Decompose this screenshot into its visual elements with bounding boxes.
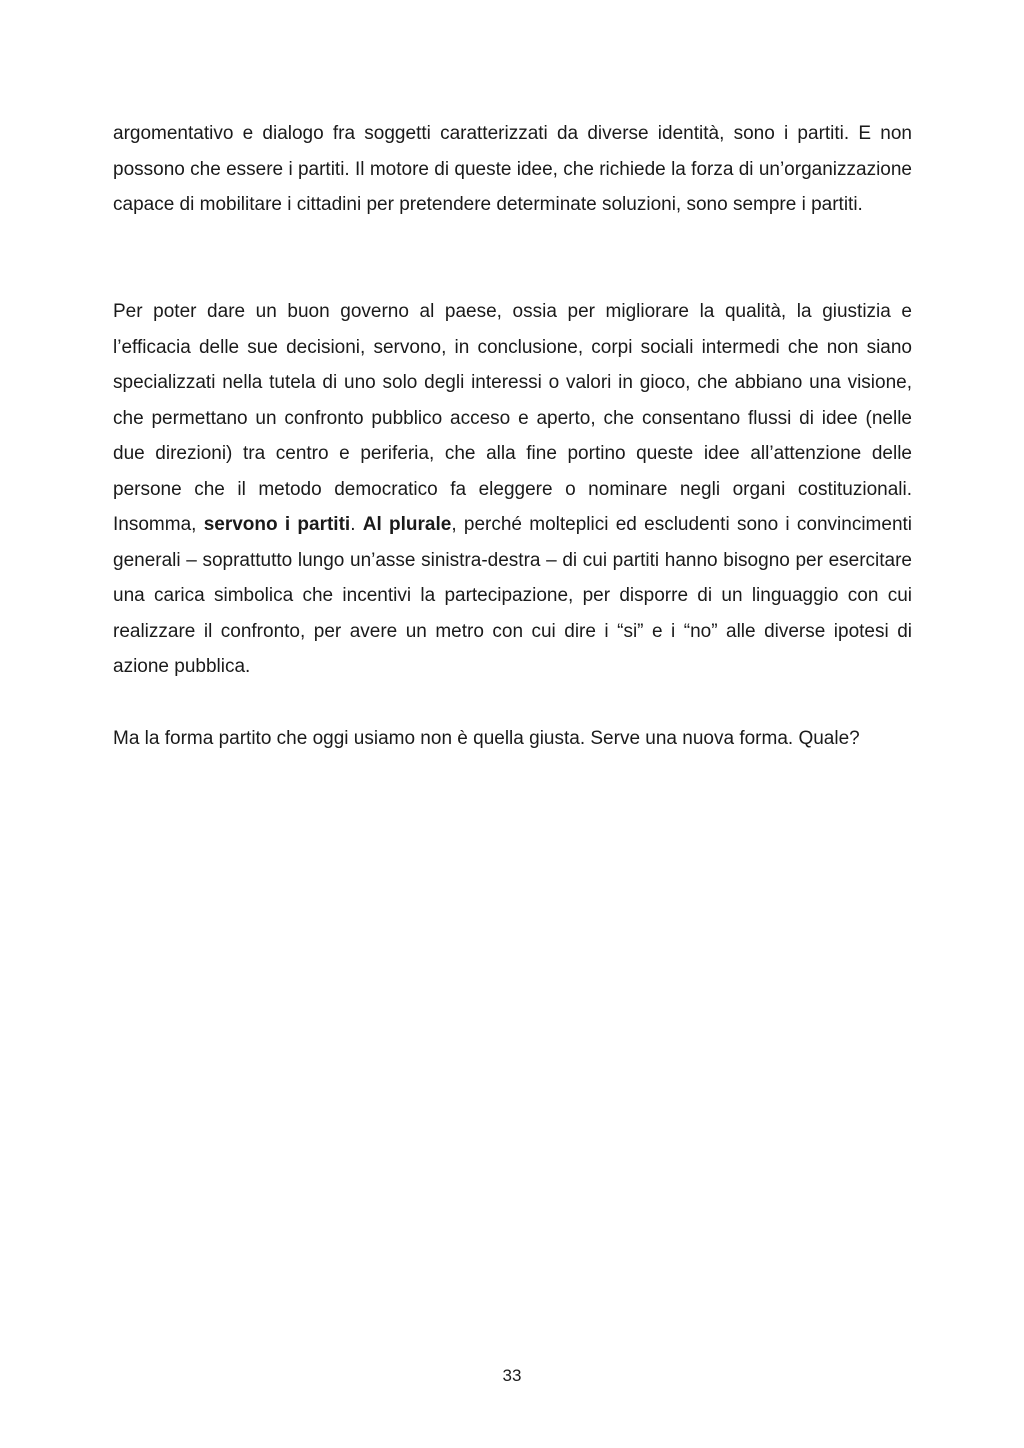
paragraph-3 [113, 721, 912, 757]
paragraph-3-text: Ma la forma partito che oggi usiamo non è quella giusta. Serve una nuova forma. Quale? [113, 728, 860, 749]
paragraph-2 [113, 294, 912, 685]
bold-servono-i-partiti: servono i partiti [203, 514, 351, 535]
bold-al-plurale: Al plurale [362, 514, 452, 535]
paragraph-1 [113, 116, 912, 223]
paragraph-1-text: argomentativo e dialogo fra soggetti caratterizzati da diverse identità, sono i partiti. E non possono che essere i partiti. Il motore di queste idee, che richiede la forza di un’organizzazione capace di mobilitare i cittadini per pretendere determinate soluzioni, sono sempre i partiti. [113, 123, 912, 215]
paragraph-2-text-part1: Per poter dare un buon governo al paese, ossia per migliorare la qualità, la giustizia e l’efficacia delle sue decisioni, servono, in conclusione, corpi sociali intermedi che non siano specializzati nella tutela di uno solo degli interessi o valori in gioco, che abbiano una visione, che permettano un confronto pubblico acceso e aperto, che consentano flussi di idee (nelle due direzioni) tra centro e periferia, che alla fine portino queste idee all’attenzione delle persone che il metodo democratico fa eleggere o nominare negli organi costituzionali. Insomma, [113, 301, 912, 535]
paragraph-2-text [113, 294, 912, 685]
paragraph-2-text-part3: , perché molteplici ed escludenti sono i convincimenti generali – soprattutto lungo un’asse sinistra-destra – di cui partiti hanno bisogno per esercitare una carica simbolica che incentivi la partecipazione, per disporre di un linguaggio con cui realizzare il confronto, per avere un metro con cui dire i “si” e i “no” alle diverse ipotesi di azione pubblica. [113, 514, 913, 677]
paragraph-2-text-part2: . [350, 514, 363, 535]
page-number: 33 [502, 1366, 522, 1385]
